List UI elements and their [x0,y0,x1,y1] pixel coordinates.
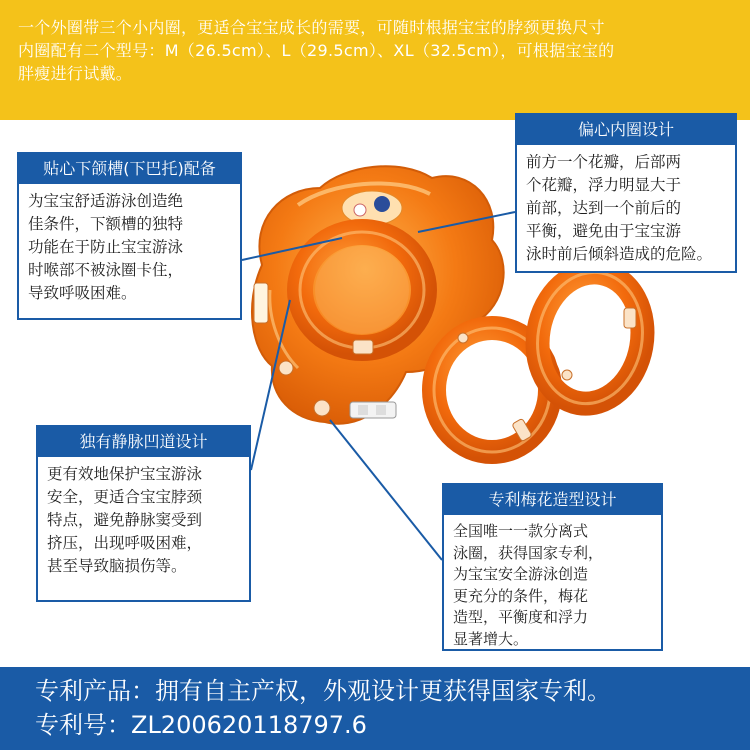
callout-line: 泳圈，获得国家专利， [453,543,604,562]
callout-plum-shape [442,483,663,651]
callout-line: 功能在于防止宝宝游泳 [28,238,184,256]
callout-vein-channel [36,425,251,602]
callout-line: 时喉部不被泳圈卡住， [28,261,184,279]
callout-title: 专利梅花造型设计 [444,485,661,515]
footer-text [35,674,611,742]
callout-title: 偏心内圈设计 [517,115,735,145]
callout-line: 平衡，避免由于宝宝游 [526,222,682,240]
callout-line: 为宝宝安全游泳创造 [453,565,589,583]
callout-body [517,145,735,272]
intro-line: 一个外圈带三个小内圈，更适合宝宝成长的需要，可随时根据宝宝的脖颈更换尺寸 [18,18,605,37]
intro-line: 内圈配有二个型号：M（26.5cm）、L（29.5cm）、XL（32.5cm），可根据宝宝的 [18,41,615,60]
callout-line: 挤压，出现呼吸困难， [47,534,203,552]
callout-line: 更充分的条件，梅花 [453,586,589,605]
callout-line: 前部，达到一个前后的 [526,199,682,217]
callout-body [19,184,240,311]
callout-body [444,515,661,656]
callout-line: 导致呼吸困难。 [28,284,137,302]
callout-line: 安全，更适合宝宝脖颈 [47,488,203,506]
callout-line: 更有效地保护宝宝游泳 [47,465,203,483]
callout-line: 佳条件，下额槽的独特 [28,215,184,233]
callout-title: 贴心下颌槽(下巴托)配备 [19,154,240,184]
callout-line: 个花瓣，浮力明显大于 [526,176,682,194]
callout-line: 为宝宝舒适游泳创造绝 [28,192,184,210]
callout-eccentric-ring [515,113,737,273]
callout-line: 前方一个花瓣，后部两 [526,153,682,171]
callout-line: 显著增大。 [453,629,529,648]
intro-line: 胖瘦进行试戴。 [18,64,133,83]
footer-patent-number: 专利号：ZL200620118797.6 [35,711,367,739]
footer-patent-statement: 专利产品：拥有自主产权，外观设计更获得国家专利。 [35,677,611,705]
callout-body [38,457,249,584]
callout-jaw-groove [17,152,242,320]
callout-line: 特点，避免静脉窦受到 [47,511,203,529]
callout-title: 独有静脉凹道设计 [38,427,249,457]
callout-line: 甚至导致脑损伤等。 [47,557,187,575]
callout-line: 全国唯一一款分离式 [453,522,589,540]
callout-line: 造型，平衡度和浮力 [453,608,589,626]
callout-line: 泳时前后倾斜造成的危险。 [526,245,713,263]
